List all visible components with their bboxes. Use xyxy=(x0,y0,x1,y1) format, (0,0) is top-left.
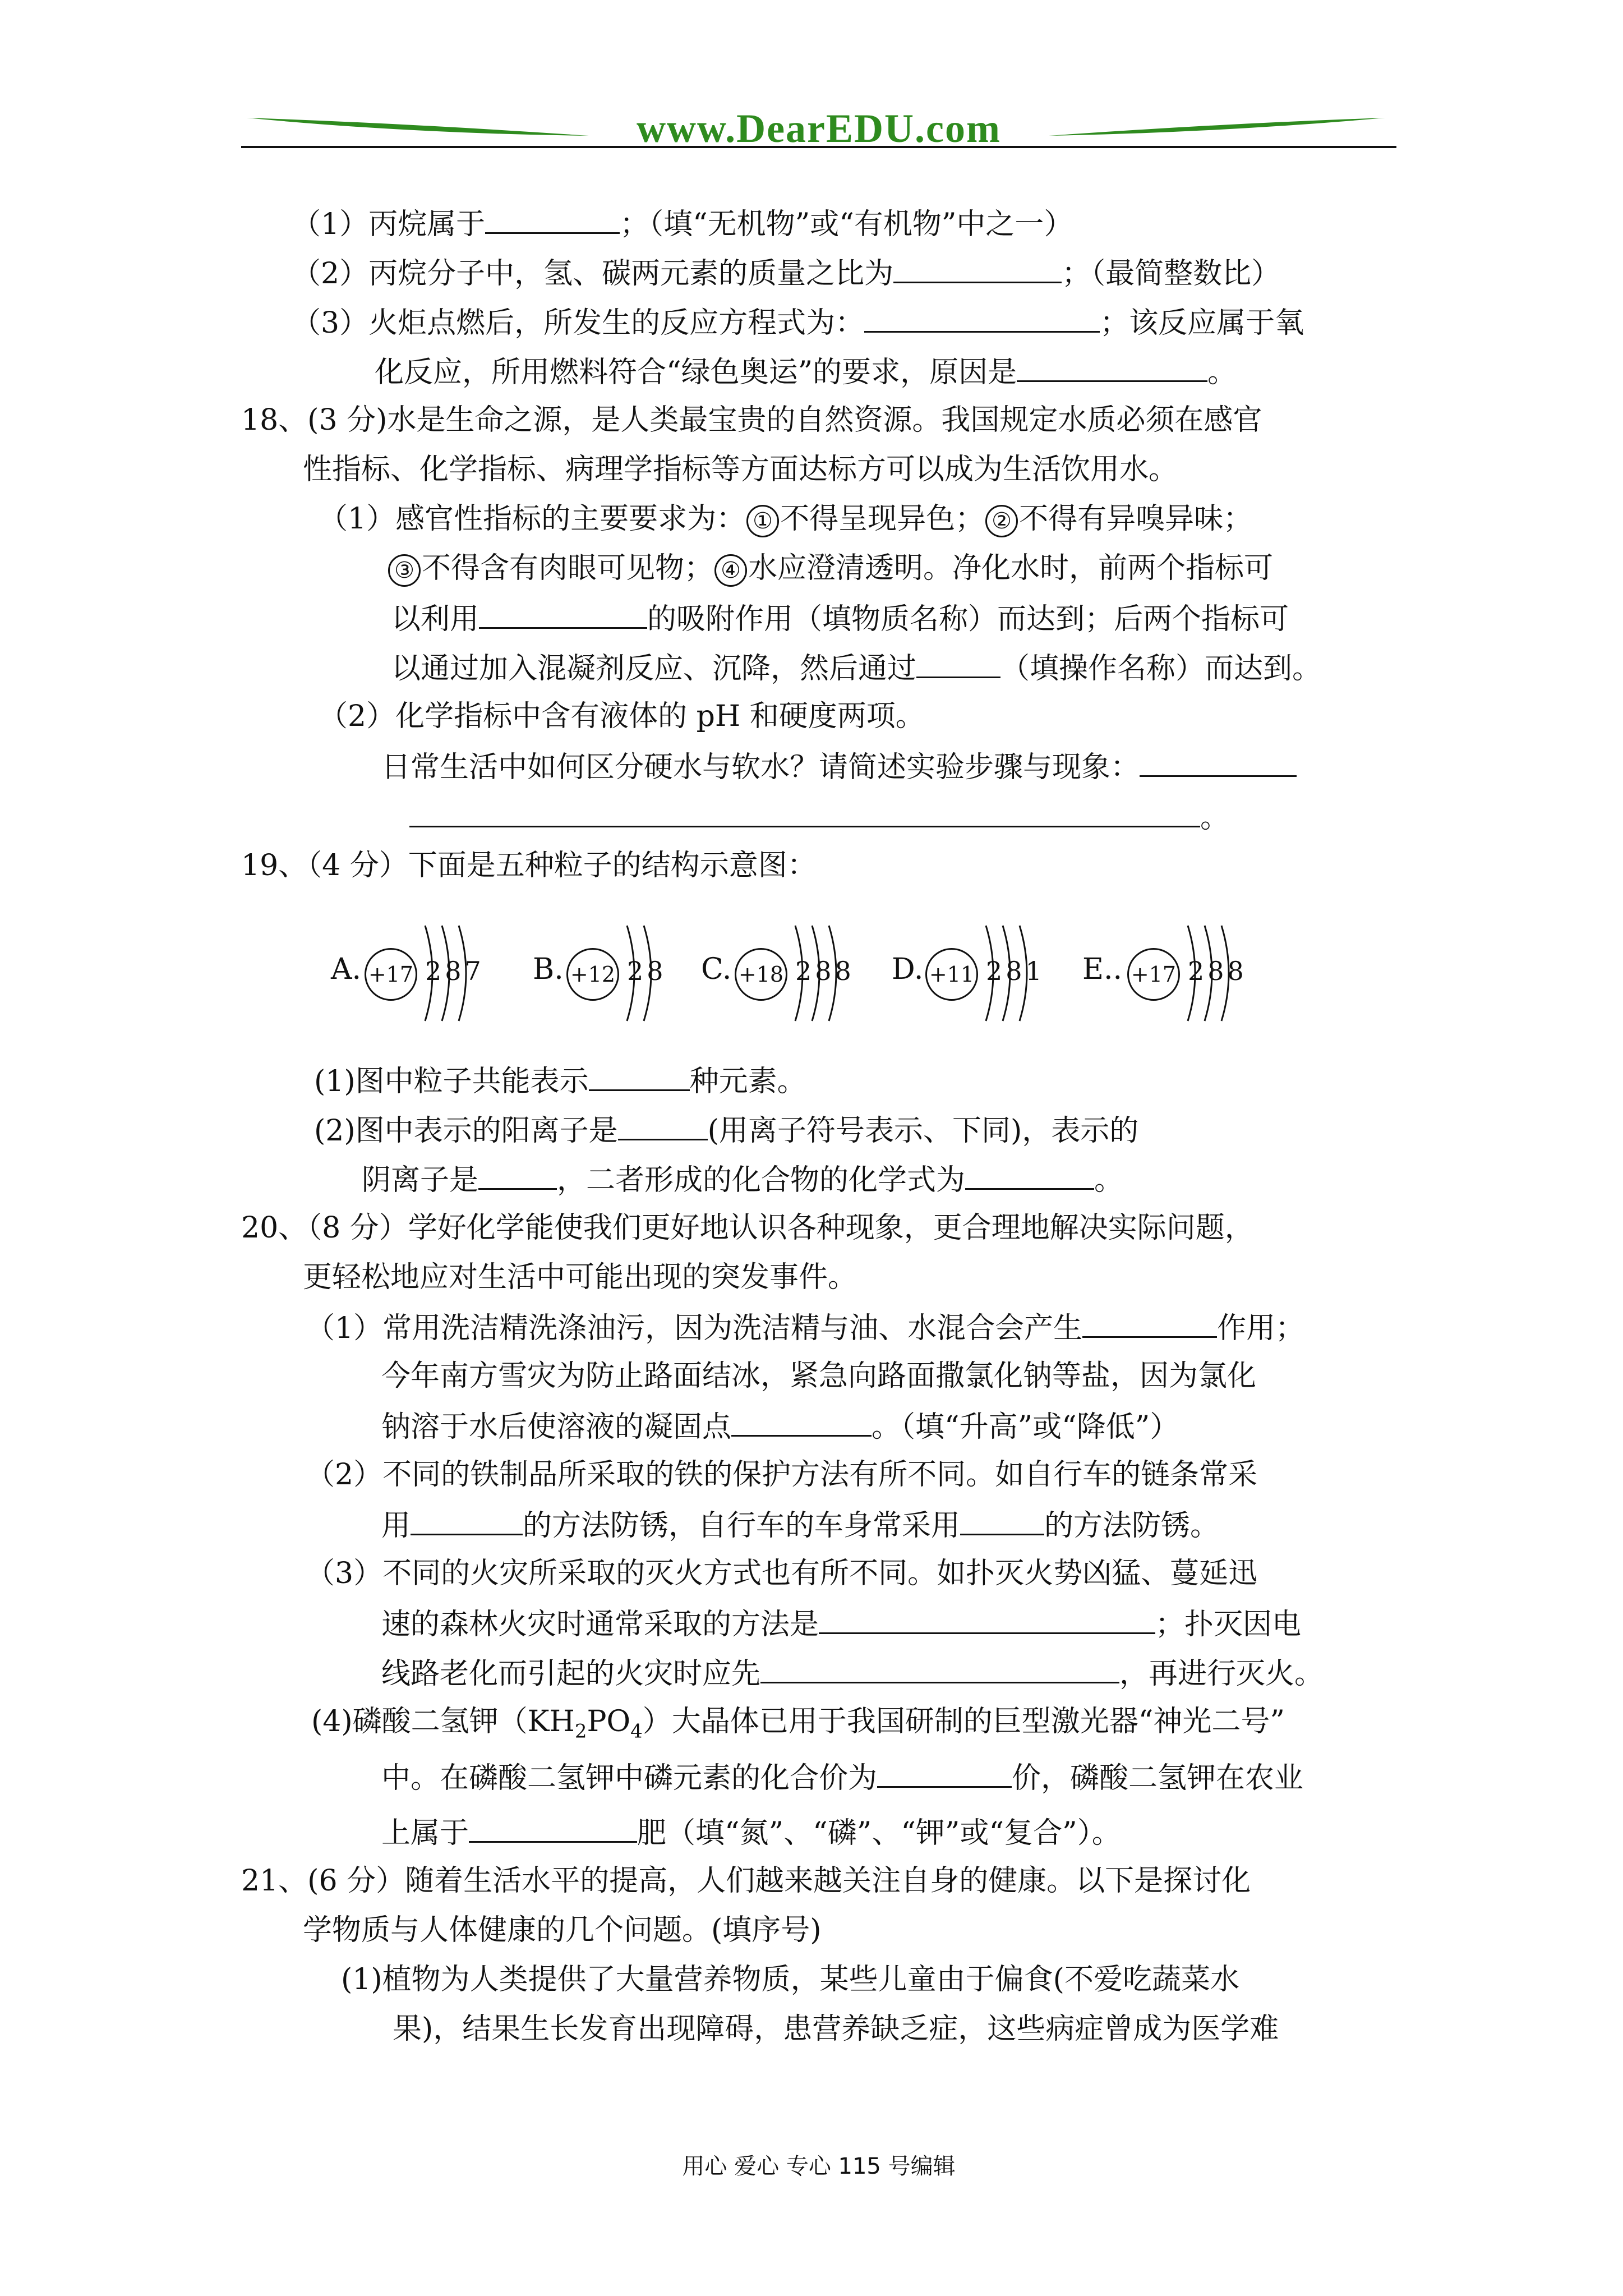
answer-blank[interactable] xyxy=(1082,1307,1217,1338)
answer-blank[interactable] xyxy=(893,252,1062,283)
electron-counts: 288 xyxy=(795,956,855,986)
atom-label: A. xyxy=(331,953,362,986)
q20-part1a: （1）常用洗洁精洗涤油污，因为洗洁精与油、水混合会产生 作用； xyxy=(306,1307,1304,1348)
answer-blank[interactable] xyxy=(1140,746,1297,777)
q18-heading: 18、(3 分)水是生命之源，是人类最宝贵的自然资源。我国规定水质必须在感官 xyxy=(241,403,1262,437)
q18-part1b: ③ 不得含有肉眼可见物； ④ 水应澄清透明。净化水时，前两个指标可 xyxy=(387,549,1273,588)
atom-nucleus: +12 xyxy=(566,948,619,1001)
answer-blank[interactable] xyxy=(618,1110,708,1140)
q18-part2b: 日常生活中如何区分硬水与软水？请简述实验步骤与现象： xyxy=(381,746,1297,787)
atom-label: B. xyxy=(533,953,564,986)
q18-part1d: 以通过加入混凝剂反应、沉降，然后通过 （填操作名称）而达到。 xyxy=(391,647,1321,688)
q18-heading-cont: 性指标、化学指标、病理学指标等方面达标方可以成为生活饮用水。 xyxy=(303,453,1178,486)
atom-label: D. xyxy=(892,953,924,986)
atom-nucleus: +18 xyxy=(735,948,787,1001)
atom-label: C. xyxy=(701,953,732,986)
q19-heading: 19、（4 分）下面是五种粒子的结构示意图： xyxy=(241,849,817,882)
atom-label: E.. xyxy=(1082,953,1123,986)
q21-part1b: 果)，结果生长发育出现障碍，患营养缺乏症，这些病症曾成为医学难 xyxy=(393,2012,1279,2046)
q18-part2c: 。 xyxy=(409,797,1229,838)
q21-heading-cont: 学物质与人体健康的几个问题。(填序号) xyxy=(303,1913,822,1947)
site-url: www.DearEDU.com xyxy=(637,106,1001,151)
q17-part3a: （3）火炬点燃后，所发生的反应方程式为： ；该反应属于氧 xyxy=(292,302,1304,343)
q20-part4a: (4)磷酸二氢钾$(KH_2PO_4)$大晶体已用于我国研制的巨型激光器“神光二号” xyxy=(311,1705,1285,1743)
atom-nucleus: +17 xyxy=(365,948,417,1001)
q20-part3c: 线路老化而引起的火灾时应先 ，再进行灭火。 xyxy=(381,1653,1324,1694)
q20-heading-cont: 更轻松地应对生活中可能出现的突发事件。 xyxy=(303,1260,857,1294)
q20-part2b: 用 的方法防锈，自行车的车身常采用 的方法防锈。 xyxy=(381,1504,1219,1545)
answer-blank[interactable] xyxy=(478,1159,557,1190)
q18-part1a: （1）感官性指标的主要要求为： ① 不得呈现异色； ② 不得有异嗅异味； xyxy=(319,499,1252,539)
answer-blank[interactable] xyxy=(916,647,1000,678)
answer-blank[interactable] xyxy=(411,1504,523,1535)
q19-part2b: 阴离子是 ，二者形成的化合物的化学式为 。 xyxy=(362,1159,1123,1200)
answer-blank[interactable] xyxy=(409,797,1200,827)
electron-counts: 287 xyxy=(425,956,485,986)
answer-blank[interactable] xyxy=(485,203,620,234)
electron-counts: 288 xyxy=(1188,956,1247,986)
answer-blank[interactable] xyxy=(965,1159,1094,1190)
q19-part2a: (2)图中表示的阳离子是 (用离子符号表示、下同)，表示的 xyxy=(314,1110,1138,1151)
answer-blank[interactable] xyxy=(469,1812,637,1843)
q18-part2a: （2）化学指标中含有液体的 pH 和硬度两项。 xyxy=(319,700,925,733)
q21-part1a: (1)植物为人类提供了大量营养物质，某些儿童由于偏食(不爱吃蔬菜水 xyxy=(341,1963,1239,1996)
q20-part1b: 今年南方雪灾为防止路面结冰，紧急向路面撒氯化钠等盐，因为氯化 xyxy=(381,1359,1257,1393)
q19-part1: (1)图中粒子共能表示 种元素。 xyxy=(314,1060,806,1101)
q20-part2a: （2）不同的铁制品所采取的铁的保护方法有所不同。如自行车的链条常采 xyxy=(306,1458,1258,1492)
electron-counts: 281 xyxy=(986,956,1045,986)
answer-blank[interactable] xyxy=(1017,351,1207,382)
atom-nucleus: +11 xyxy=(925,948,978,1001)
answer-blank[interactable] xyxy=(479,598,647,629)
q21-heading: 21、(6 分）随着生活水平的提高，人们越来越关注自身的健康。以下是探讨化 xyxy=(241,1864,1251,1898)
q20-part3b: 速的森林火灾时通常采取的方法是 ；扑灭因电 xyxy=(381,1603,1301,1644)
q17-part1: （1）丙烷属于 ；（填“无机物”或“有机物”中之一） xyxy=(292,203,1073,244)
answer-blank[interactable] xyxy=(960,1504,1044,1535)
answer-blank[interactable] xyxy=(731,1406,872,1437)
particle-structure-diagrams xyxy=(331,909,1284,1038)
q20-part3a: （3）不同的火灾所采取的灭火方式也有所不同。如扑灭火势凶猛、蔓延迅 xyxy=(306,1557,1258,1590)
page-footer: 用心 爱心 专心 115 号编辑 xyxy=(682,2154,956,2179)
header-banner xyxy=(241,101,1396,163)
q20-heading: 20、（8 分）学好化学能使我们更好地认识各种现象，更合理地解决实际问题， xyxy=(241,1211,1254,1245)
answer-blank[interactable] xyxy=(589,1060,690,1091)
answer-blank[interactable] xyxy=(760,1653,1119,1683)
q18-part1c: 以利用 的吸附作用（填物质名称）而达到；后两个指标可 xyxy=(391,598,1289,639)
q20-part4b: 中。在磷酸二氢钾中磷元素的化合价为 价，磷酸二氢钾在农业 xyxy=(381,1757,1303,1798)
q17-part2: （2）丙烷分子中，氢、碳两元素的质量之比为 ；（最简整数比） xyxy=(292,252,1280,293)
answer-blank[interactable] xyxy=(877,1757,1012,1788)
q17-part3b: 化反应，所用燃料符合“绿色奥运”的要求，原因是 。 xyxy=(375,351,1237,392)
q20-part1c: 钠溶于水后使溶液的凝固点 。（填“升高”或“降低”） xyxy=(381,1406,1179,1447)
answer-blank[interactable] xyxy=(819,1603,1155,1634)
atom-nucleus: +17 xyxy=(1127,948,1180,1001)
answer-blank[interactable] xyxy=(864,302,1100,333)
q20-part4c: 上属于 肥（填“氮”、“磷”、“钾”或“复合”）。 xyxy=(381,1812,1121,1853)
electron-counts: 28 xyxy=(627,956,667,986)
